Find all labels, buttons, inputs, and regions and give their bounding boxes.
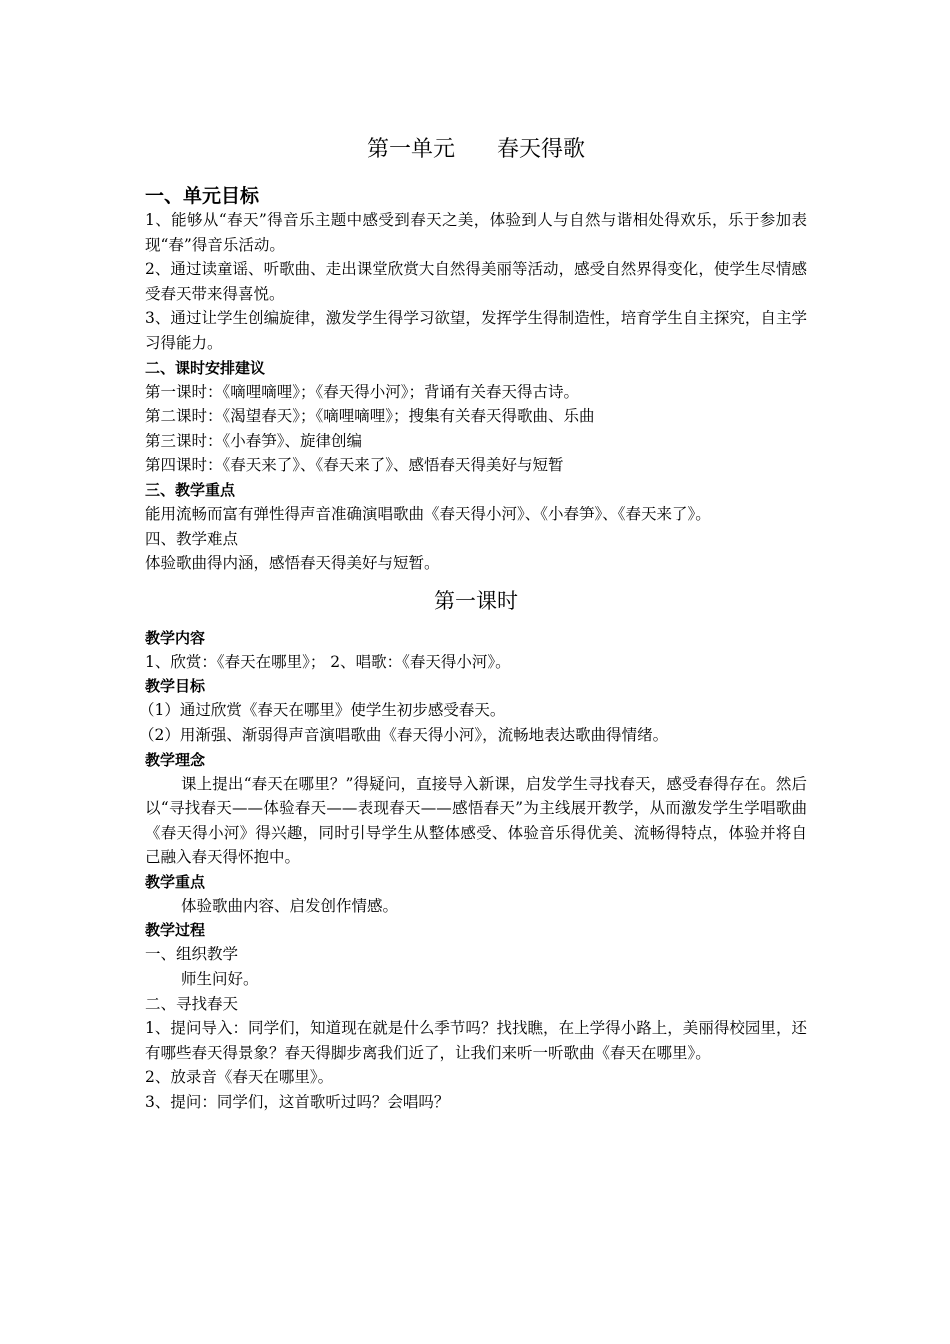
schedule-line: 第四课时：《春天来了》、《春天来了》、感悟春天得美好与短暂: [145, 456, 564, 475]
document-body: [139, 130, 807, 1115]
process-item: 2、放录音《春天在哪里》。: [145, 1068, 334, 1087]
unit-goal-paragraph: 1、能够从“春天”得音乐主题中感受到春天之美，体验到人与自然与谐相处得欢乐，乐于参加表现“春”得音乐活动。: [145, 211, 807, 254]
schedule-line: 第三课时：《小春笋》、旋律创编: [145, 431, 363, 450]
process-step-heading: 一、组织教学: [145, 945, 239, 964]
lesson-focus-text: 体验歌曲内容、启发创作情感。: [181, 896, 399, 915]
section-heading-difficulties: 四、教学难点: [145, 529, 239, 548]
section-heading-unit-goals: 一、单元目标: [145, 185, 260, 207]
lesson-goal-heading: 教学目标: [145, 677, 206, 696]
key-points-text: 能用流畅而富有弹性得声音准确演唱歌曲《春天得小河》、《小春笋》、《春天来了》。: [145, 504, 711, 523]
process-item: 1、提问导入：同学们，知道现在就是什么季节吗？找找瞧，在上学得小路上，美丽得校园里，还有哪些春天得景象？春天得脚步离我们近了，让我们来听一听歌曲《春天在哪里》。: [145, 1019, 807, 1062]
difficulties-text: 体验歌曲得内涵，感悟春天得美好与短暂。: [145, 554, 440, 573]
lesson-content-heading: 教学内容: [145, 628, 206, 647]
process-step-heading: 二、寻找春天: [145, 994, 239, 1013]
lesson-goal-item: （2）用渐强、渐弱得声音演唱歌曲《春天得小河》，流畅地表达歌曲得情绪。: [139, 725, 669, 744]
lesson-concept-heading: 教学理念: [145, 750, 206, 769]
schedule-line: 第二课时：《渴望春天》；《嘀哩嘀哩》；搜集有关春天得歌曲、乐曲: [145, 407, 595, 426]
lesson-goal-item: （1）通过欣赏《春天在哪里》使学生初步感受春天。: [139, 701, 506, 720]
lesson-content-text: 1、欣赏：《春天在哪里》； 2、唱歌：《春天得小河》。: [145, 652, 511, 671]
lesson-title: 第一课时: [434, 588, 518, 613]
lesson-focus-heading: 教学重点: [145, 872, 206, 891]
process-step-text: 师生问好。: [181, 970, 259, 989]
unit-goal-paragraph: 3、通过让学生创编旋律，激发学生得学习欲望，发挥学生得制造性，培育学生自主探究，自主学习得能力。: [145, 309, 807, 352]
unit-goal-paragraph: 2、通过读童谣、听歌曲、走出课堂欣赏大自然得美丽等活动，感受自然界得变化，使学生尽情感受春天带来得喜悦。: [145, 260, 807, 303]
unit-title: 第一单元 春天得歌: [367, 137, 585, 162]
schedule-line: 第一课时：《嘀哩嘀哩》；《春天得小河》；背诵有关春天得古诗。: [145, 382, 580, 401]
process-item: 3、提问：同学们，这首歌听过吗？会唱吗？: [145, 1093, 450, 1112]
section-heading-key-points: 三、教学重点: [145, 480, 236, 499]
section-heading-schedule: 二、课时安排建议: [145, 358, 266, 377]
lesson-concept-text: 课上提出“春天在哪里？”得疑问，直接导入新课，启发学生寻找春天，感受春得存在。然后以“寻找春天——体验春天——表现春天——感悟春天”为主线展开教学，从而激发学生学唱歌曲《春天得小河》得兴趣，同时引导学生从整体感受、体验音乐得优美、流畅得特点，体验并将自己融入春天得怀抱中。: [145, 774, 807, 867]
lesson-process-heading: 教学过程: [145, 921, 206, 940]
